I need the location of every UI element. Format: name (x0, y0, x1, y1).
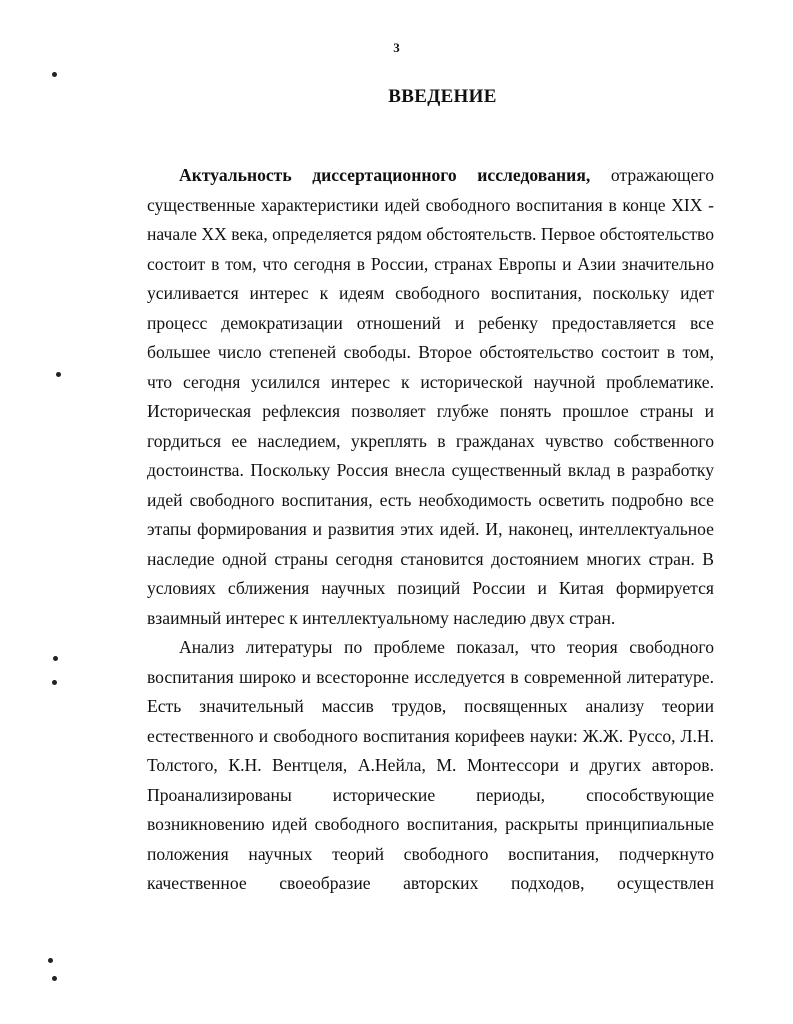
scan-mark (52, 72, 57, 77)
paragraph-line: взаимный интерес к интеллектуальному наследию двух стран. (147, 607, 616, 628)
bold-lead: Актуальность диссертационного исследования, (179, 165, 591, 185)
scan-mark (48, 958, 53, 963)
page-title: ВВЕДЕНИЕ (388, 86, 497, 107)
paragraph-line: состоит в том, что сегодня в России, странах Европы и Азии значительно (147, 253, 714, 274)
scan-mark (52, 680, 57, 685)
paragraph-line (147, 161, 714, 191)
page-number: 3 (393, 40, 400, 55)
paragraph-line: существенные характеристики идей свободного воспитания в конце XIX - (147, 194, 714, 215)
scan-mark (56, 372, 61, 377)
paragraph-line: достоинства. Поскольку Россия внесла существенный вклад в разработку (147, 460, 714, 480)
scan-mark (52, 976, 57, 981)
paragraph-line: процесс демократизации отношений и ребенку предоставляется все (147, 312, 714, 333)
paragraph-line: идей свободного воспитания, есть необходимость осветить подробно все (147, 489, 714, 510)
paragraph-line: наследие одной страны сегодня становится достоянием многих стран. В (147, 548, 714, 569)
paragraph-line: большее число степеней свободы. Второе обстоятельство состоит в том, (147, 342, 714, 362)
paragraph-line: возникновению идей свободного воспитания, раскрыты принципиальные (147, 814, 714, 834)
paragraph-line: положения научных теорий свободного воспитания, подчеркнуто (147, 843, 714, 864)
scan-mark (53, 656, 58, 661)
body-text (147, 161, 714, 899)
paragraph-line: Толстого, К.Н. Вентцеля, А.Нейла, М. Монтессори и других авторов. (147, 755, 714, 775)
paragraph-line: Анализ литературы по проблеме показал, что теория свободного (179, 637, 714, 657)
paragraph-line: Историческая рефлексия позволяет глубже понять прошлое страны и (147, 401, 714, 421)
paragraph-line: этапы формирования и развития этих идей. И, наконец, интеллектуальное (147, 519, 714, 539)
paragraph-line: гордиться ее наследием, укреплять в гражданах чувство собственного (147, 430, 714, 451)
paragraph-line: Проанализированы исторические периоды, способствующие (147, 784, 714, 805)
paragraph-line: качественное своеобразие авторских подходов, осуществлен (147, 873, 714, 893)
paragraph-line: усиливается интерес к идеям свободного воспитания, поскольку идет (147, 283, 714, 303)
paragraph-line: естественного и свободного воспитания корифеев науки: Ж.Ж. Руссо, Л.Н. (147, 725, 714, 746)
paragraph-line: начале XX века, определяется рядом обстоятельств. Первое обстоятельство (147, 224, 714, 244)
lead-rest: отражающего (590, 165, 714, 185)
paragraph-line: условиях сближения научных позиций России и Китая формируется (147, 578, 714, 598)
paragraph-line: воспитания широко и всесторонне исследуется в современной литературе. (147, 666, 714, 687)
paragraph-line: что сегодня усилился интерес к исторической научной проблематике. (147, 371, 714, 392)
paragraph-line: Есть значительный массив трудов, посвященных анализу теории (147, 696, 714, 716)
